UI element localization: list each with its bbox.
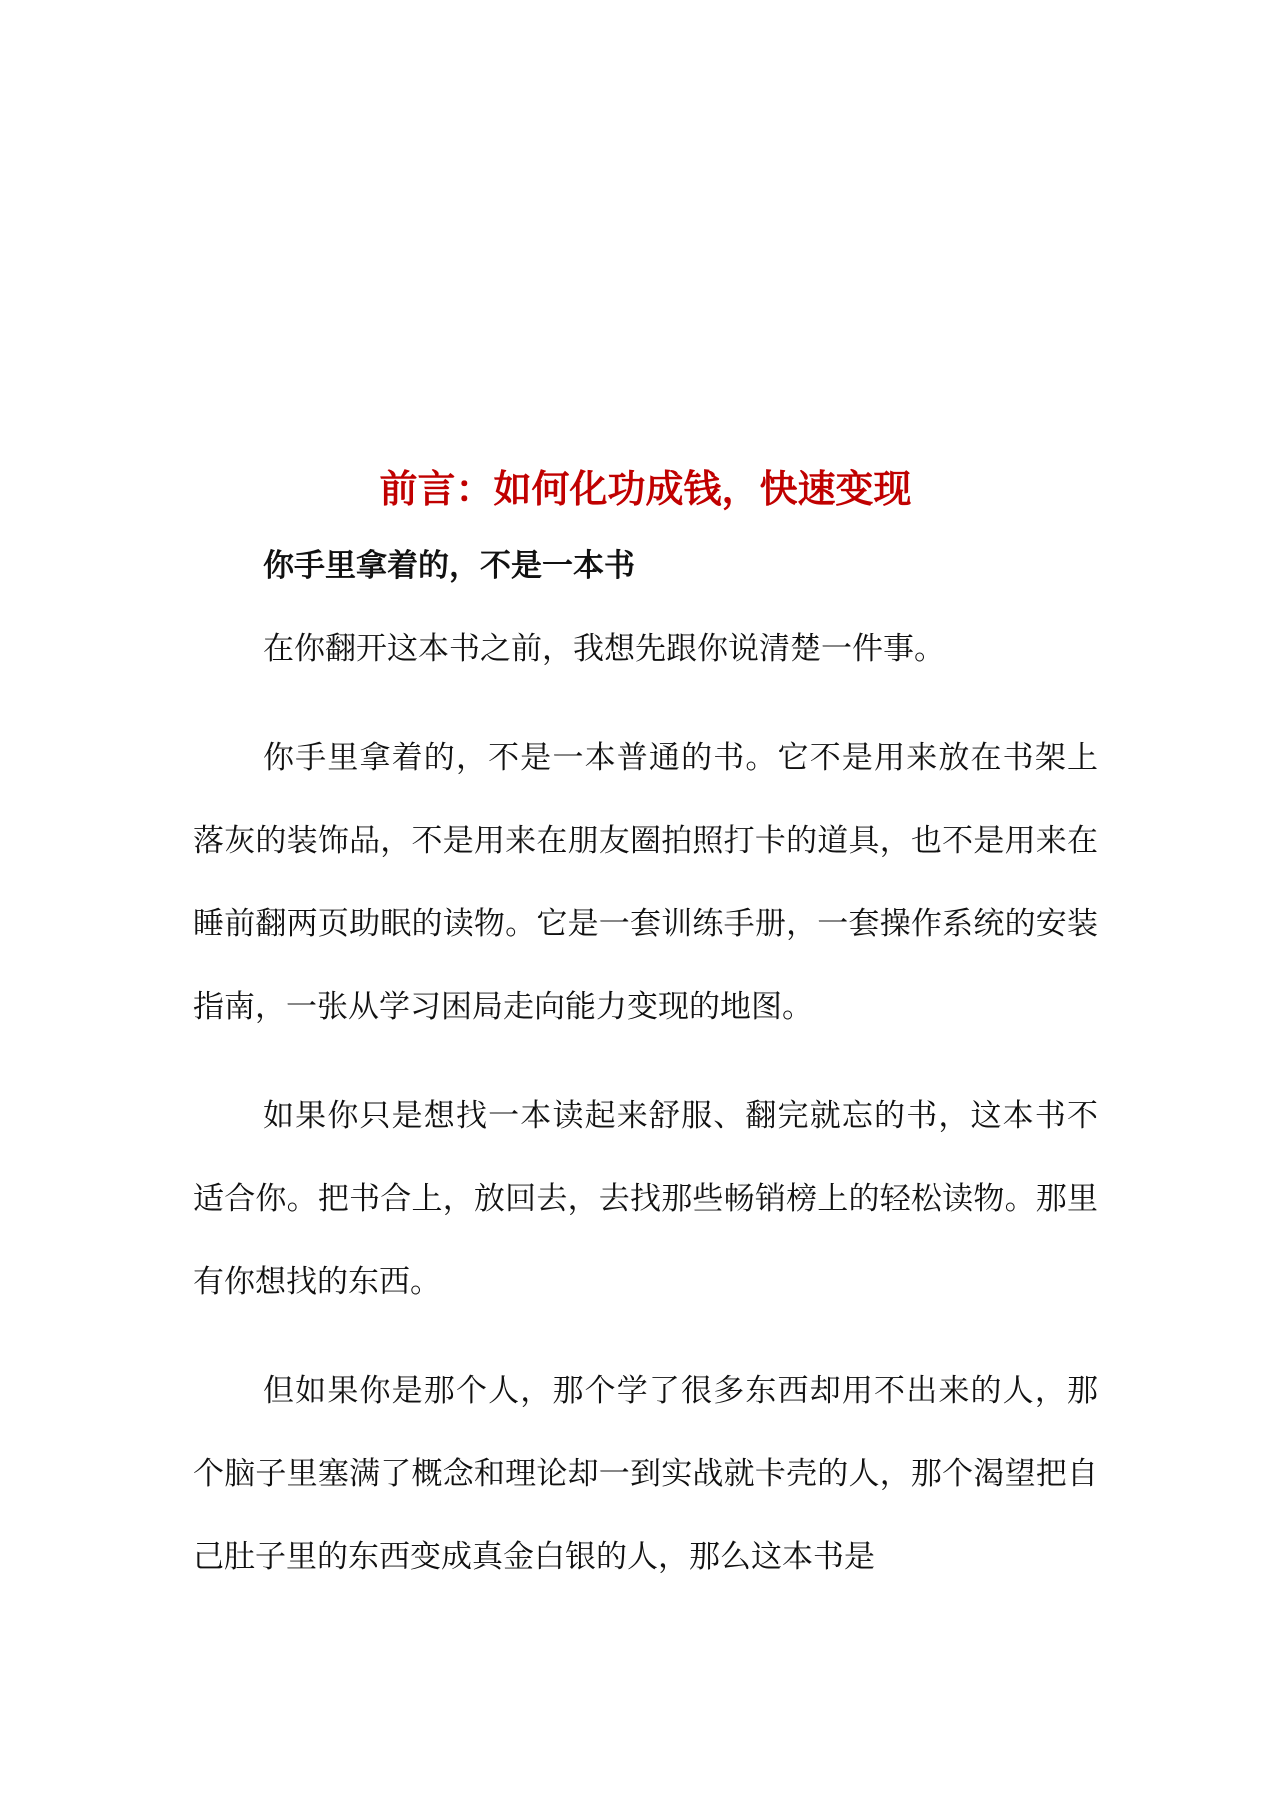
chapter-title: 前言：如何化功成钱，快速变现 xyxy=(379,466,912,511)
section-subtitle: 你手里拿着的，不是一本书 xyxy=(263,548,635,584)
paragraph-1: 在你翻开这本书之前，我想先跟你说清楚一件事。 xyxy=(263,631,945,667)
paragraph-3: 如果你只是想找一本读起来舒服、翻完就忘的书，这本书不适合你。把书合上，放回去，去找那些畅销榜上的轻松读物。那里有你想找的东西。 xyxy=(193,1098,1098,1300)
page-content xyxy=(193,458,1098,1599)
paragraph-4: 但如果你是那个人，那个学了很多东西却用不出来的人，那个脑子里塞满了概念和理论却一到实战就卡壳的人，那个渴望把自己肚子里的东西变成真金白银的人，那么这本书是 xyxy=(193,1373,1098,1575)
paragraph-2: 你手里拿着的，不是一本普通的书。它不是用来放在书架上落灰的装饰品，不是用来在朋友圈拍照打卡的道具，也不是用来在睡前翻两页助眠的读物。它是一套训练手册，一套操作系统的安装指南，一张从学习困局走向能力变现的地图。 xyxy=(193,740,1098,1025)
